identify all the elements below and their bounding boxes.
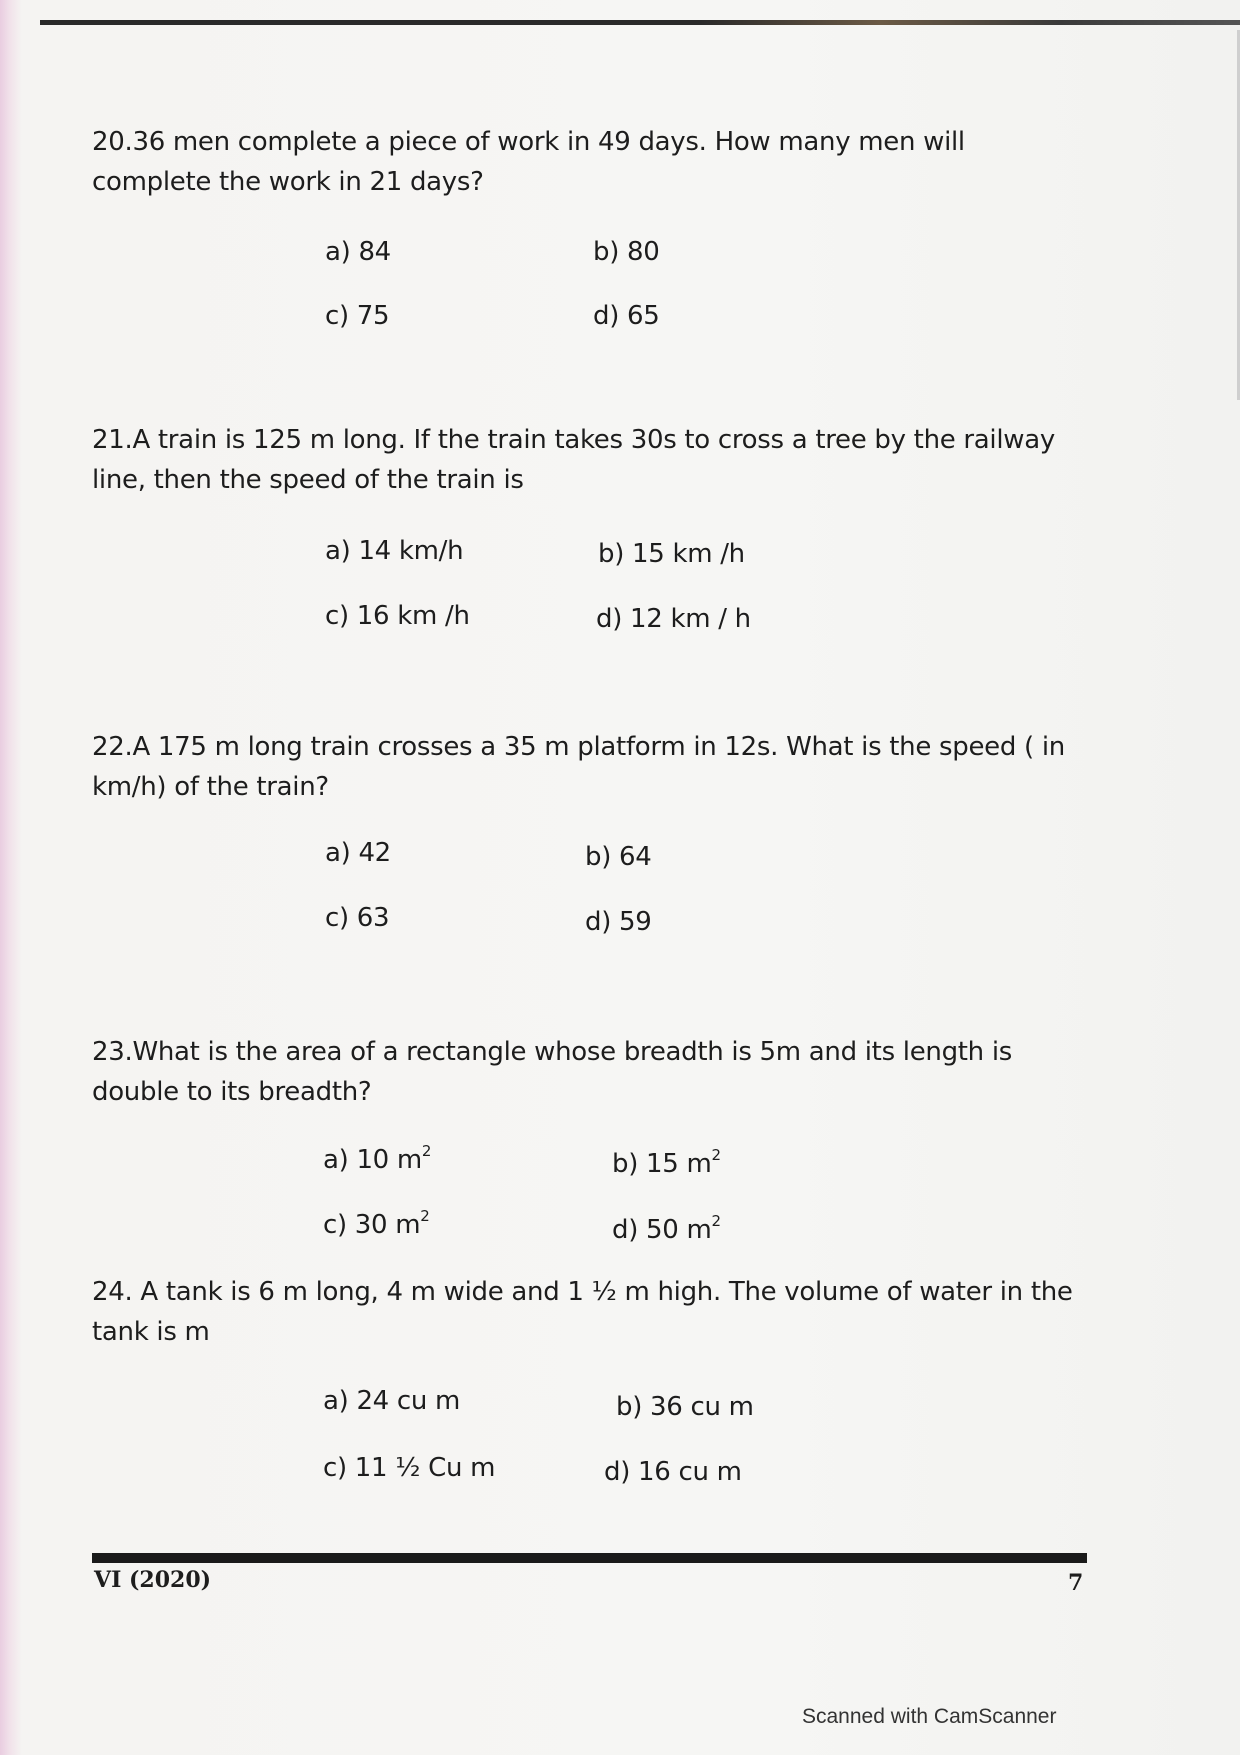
question-20-option-a: a) 84 [325,237,391,267]
question-24-option-c: c) 11 ½ Cu m [323,1453,496,1483]
question-20-option-d: d) 65 [593,301,660,331]
question-20-option-c: c) 75 [325,301,390,331]
question-23-option-c: c) 30 $m^2$ [323,1207,430,1240]
question-21-text: 21.A train is 125 m long. If the train takes 30s to cross a tree by the railway line, then the speed of the train is [92,425,1055,495]
question-22-option-a: a) 42 [325,838,391,868]
question-21-option-b: b) 15 km /h [598,539,745,569]
question-21-option-d: d) 12 km / h [596,604,751,634]
question-24-text: 24. A tank is 6 m long, 4 m wide and 1 ½ m high. The volume of water in the tank is m [92,1277,1073,1347]
footer-class-year: VI (2020) [94,1567,212,1593]
question-22-option-c: c) 63 [325,903,390,933]
question-23-option-d: d) 50 $m^2$ [612,1212,721,1245]
question-23-option-a: a) 10 $m^2$ [323,1142,432,1175]
top-border-rule [40,20,1240,25]
footer-rule [92,1553,1087,1563]
question-21-option-c: c) 16 km /h [325,601,470,631]
question-22-option-d: d) 59 [585,907,652,937]
question-24-option-d: d) 16 cu m [604,1457,742,1487]
question-22-option-b: b) 64 [585,842,652,872]
question-23-text: 23.What is the area of a rectangle whose breadth is 5m and its length is double to its breadth? [92,1037,1012,1107]
question-20-option-b: b) 80 [593,237,660,267]
footer-page-number: 7 [1068,1570,1084,1596]
question-24-option-a: a) 24 cu m [323,1386,461,1416]
question-24-option-b: b) 36 cu m [616,1392,754,1422]
scanner-watermark: Scanned with CamScanner [802,1705,1057,1728]
question-23-option-b: b) 15 $m^2$ [612,1146,721,1179]
question-21-option-a: a) 14 km/h [325,536,464,566]
question-20-text: 20.36 men complete a piece of work in 49 days. How many men will complete the work in 21 days? [92,127,965,197]
question-22-text: 22.A 175 m long train crosses a 35 m platform in 12s. What is the speed ( in km/h) of the train? [92,732,1065,802]
